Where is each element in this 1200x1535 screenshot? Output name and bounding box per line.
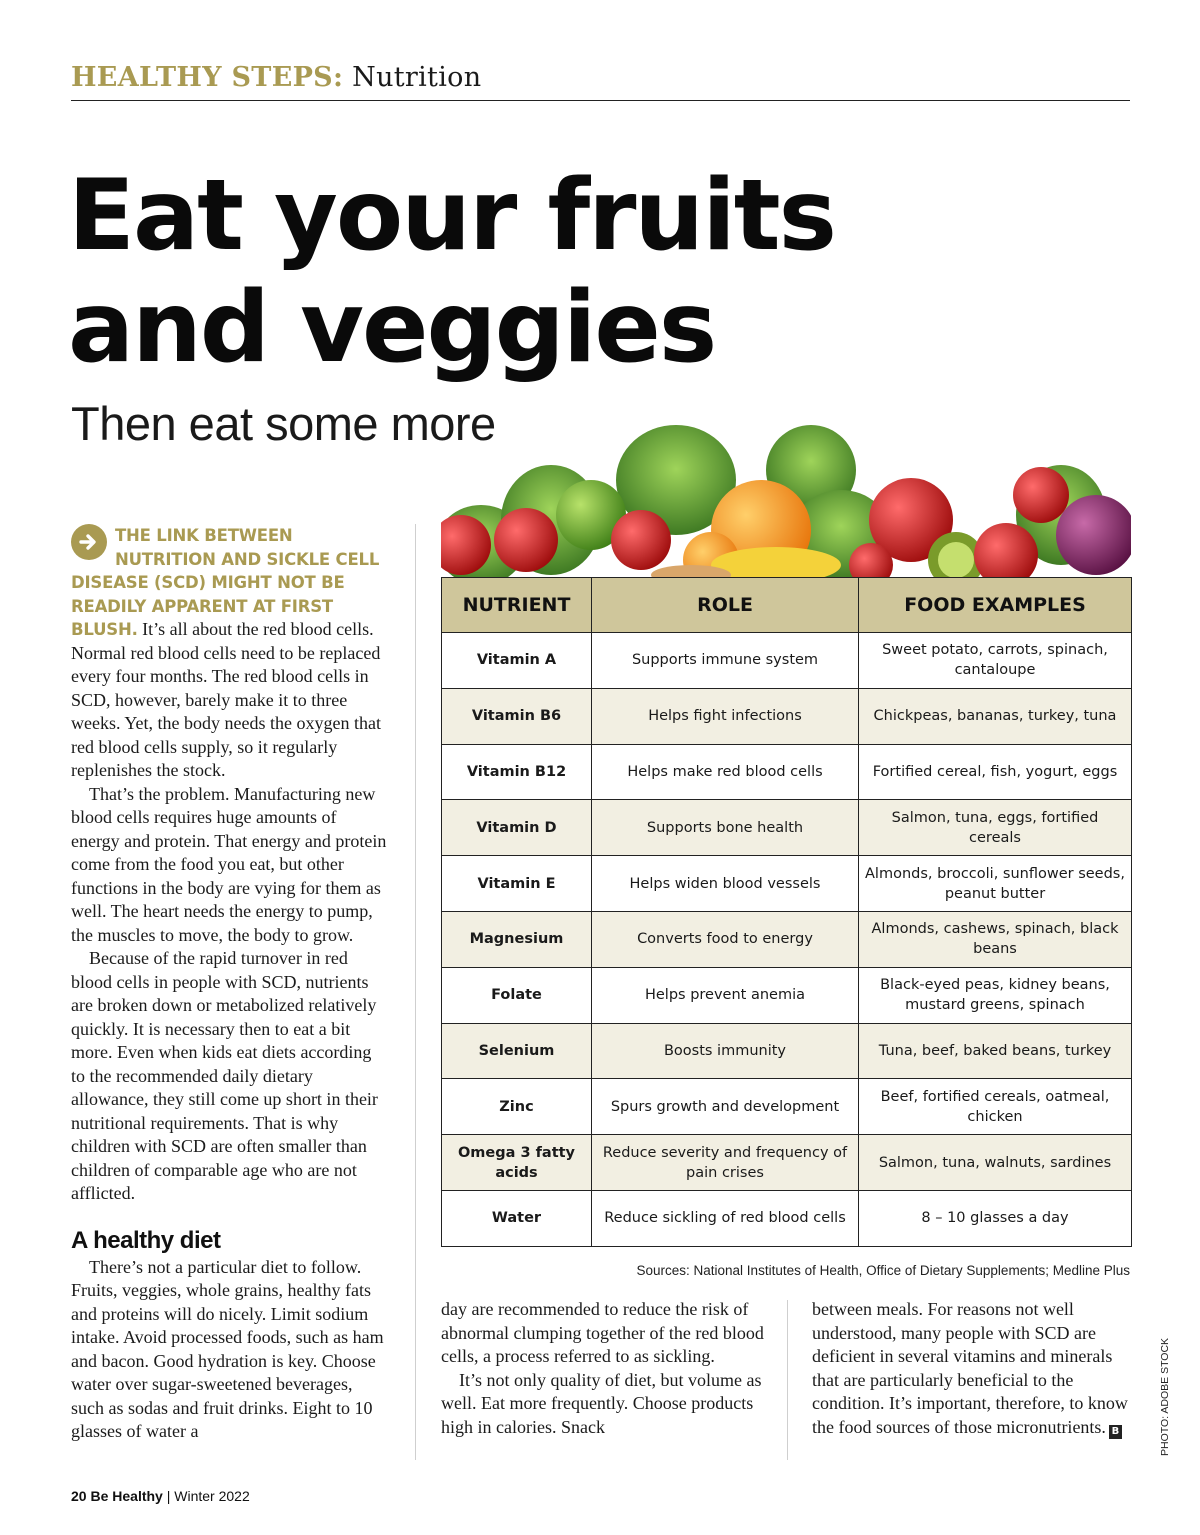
food-cell: Tuna, beef, baked beans, turkey xyxy=(859,1023,1132,1079)
issue-date: Winter 2022 xyxy=(174,1488,250,1504)
role-cell: Helps prevent anemia xyxy=(592,967,859,1023)
header-role: ROLE xyxy=(592,578,859,633)
column-divider xyxy=(787,1300,788,1460)
role-cell: Converts food to energy xyxy=(592,911,859,967)
role-cell: Reduce severity and frequency of pain crises xyxy=(592,1135,859,1191)
food-cell: Fortified cereal, fish, yogurt, eggs xyxy=(859,744,1132,800)
section-header xyxy=(71,62,481,93)
role-cell: Helps make red blood cells xyxy=(592,744,859,800)
page-footer xyxy=(71,1488,250,1504)
role-cell: Reduce sickling of red blood cells xyxy=(592,1190,859,1246)
food-cell: Salmon, tuna, walnuts, sardines xyxy=(859,1135,1132,1191)
role-cell: Boosts immunity xyxy=(592,1023,859,1079)
table-row xyxy=(442,1023,1132,1079)
nutrient-table xyxy=(441,577,1132,1247)
table-row xyxy=(442,633,1132,689)
role-cell: Supports bone health xyxy=(592,800,859,856)
nutrient-cell: Vitamin B12 xyxy=(442,744,592,800)
food-cell: Chickpeas, bananas, turkey, tuna xyxy=(859,688,1132,744)
subhead: Then eat some more xyxy=(71,397,496,450)
table-row xyxy=(442,744,1132,800)
food-cell: Salmon, tuna, eggs, fortified cereals xyxy=(859,800,1132,856)
section-topic: Nutrition xyxy=(352,62,482,93)
column-divider xyxy=(415,524,416,1460)
nutrient-cell: Water xyxy=(442,1190,592,1246)
end-mark-icon: B xyxy=(1109,1425,1122,1439)
page-number: 20 xyxy=(71,1488,87,1504)
nutrient-cell: Magnesium xyxy=(442,911,592,967)
table-row xyxy=(442,800,1132,856)
nutrient-cell: Vitamin E xyxy=(442,856,592,912)
role-cell: Helps fight infections xyxy=(592,688,859,744)
article-paragraph-3: Because of the rapid turnover in red blood cells in people with SCD, nutrients are broken down or metabolized relatively quickly. It is necessary then to eat a bit more. Even when kids eat diets according to the recommended daily dietary allowance, they still come up short in their nutritional requirements. That is why children with SCD are often smaller than children of comparable age who are not afflicted. xyxy=(71,948,378,1203)
table-row xyxy=(442,1079,1132,1135)
nutrient-cell: Vitamin D xyxy=(442,800,592,856)
article-column-2 xyxy=(441,1298,766,1439)
lead-in: THE LINK BETWEEN NUTRITION AND SICKLE CELL DISEASE (SCD) MIGHT NOT BE READILY APPARENT AT FIRST BLUSH. xyxy=(71,526,380,639)
role-cell: Helps widen blood vessels xyxy=(592,856,859,912)
table-header-row xyxy=(442,578,1132,633)
table-row xyxy=(442,1135,1132,1191)
nutrient-cell: Zinc xyxy=(442,1079,592,1135)
table-row xyxy=(442,911,1132,967)
food-cell: Sweet potato, carrots, spinach, cantaloupe xyxy=(859,633,1132,689)
table-row xyxy=(442,1190,1132,1246)
article-paragraph-2: That’s the problem. Manufacturing new blood cells requires huge amounts of energy and protein. That energy and protein come from the food you eat, but other functions in the body are vying for them as well. The heart needs the energy to pump, the muscles to move, the body to grow. xyxy=(71,783,387,945)
table-row xyxy=(442,688,1132,744)
food-cell: Almonds, cashews, spinach, black beans xyxy=(859,911,1132,967)
nutrient-cell: Selenium xyxy=(442,1023,592,1079)
closing-text: between meals. For reasons not well understood, many people with SCD are deficient in several vitamins and minerals that are particularly beneficial to the condition. It’s important, therefore, to know the food sources of those micronutrients. xyxy=(812,1299,1128,1437)
article-paragraph-4-continued: day are recommended to reduce the risk of abnormal clumping together of the red blood cells, a process referred to as sickling. xyxy=(441,1299,764,1366)
article-column-1 xyxy=(71,524,389,1444)
produce-illustration xyxy=(441,425,1131,580)
headline: Eat your fruits and veggies xyxy=(68,159,835,385)
table-row xyxy=(442,856,1132,912)
article-paragraph-5-continued xyxy=(812,1298,1130,1439)
food-cell: Beef, fortified cereals, oatmeal, chicken xyxy=(859,1079,1132,1135)
nutrient-cell: Omega 3 fatty acids xyxy=(442,1135,592,1191)
article-column-3 xyxy=(812,1298,1130,1439)
food-cell: Black-eyed peas, kidney beans, mustard greens, spinach xyxy=(859,967,1132,1023)
footer-separator: | xyxy=(166,1488,171,1504)
article-paragraph-1 xyxy=(71,524,389,783)
role-cell: Supports immune system xyxy=(592,633,859,689)
table-sources: Sources: National Institutes of Health, Office of Dietary Supplements; Medline Plus xyxy=(636,1263,1130,1278)
food-cell: Almonds, broccoli, sunflower seeds, peanut butter xyxy=(859,856,1132,912)
subheading-healthy-diet: A healthy diet xyxy=(71,1226,221,1254)
nutrient-cell: Folate xyxy=(442,967,592,1023)
food-cell: 8 – 10 glasses a day xyxy=(859,1190,1132,1246)
article-paragraph-4: There’s not a particular diet to follow. Fruits, veggies, whole grains, healthy fats and proteins will do nicely. Limit sodium intake. Avoid processed foods, such as ham and bacon. Good hydration is key. Choose water over sugar-sweetened beverages, such as sodas and fruit drinks. Eight to 10 glasses of water a xyxy=(71,1256,384,1441)
header-nutrient: NUTRIENT xyxy=(442,578,592,633)
section-kicker: HEALTHY STEPS: xyxy=(71,62,344,93)
nutrient-cell: Vitamin B6 xyxy=(442,688,592,744)
paragraph-1-text: It’s all about the red blood cells. Normal red blood cells need to be replaced every four months. The red blood cells in SCD, however, barely make it to three weeks. Yet, the body needs the oxygen that red blood cells supply, so it regularly replenishes the stock. xyxy=(71,619,381,780)
article-paragraph-5: It’s not only quality of diet, but volume as well. Eat more frequently. Choose products high in calories. Snack xyxy=(441,1369,762,1437)
role-cell: Spurs growth and development xyxy=(592,1079,859,1135)
publication-name: Be Healthy xyxy=(90,1488,163,1504)
photo-credit: PHOTO: ADOBE STOCK xyxy=(1159,1337,1171,1456)
header-rule xyxy=(71,100,1130,101)
table-row xyxy=(442,967,1132,1023)
header-food-examples: FOOD EXAMPLES xyxy=(859,578,1132,633)
nutrient-cell: Vitamin A xyxy=(442,633,592,689)
arrow-right-circle-icon xyxy=(71,524,107,560)
